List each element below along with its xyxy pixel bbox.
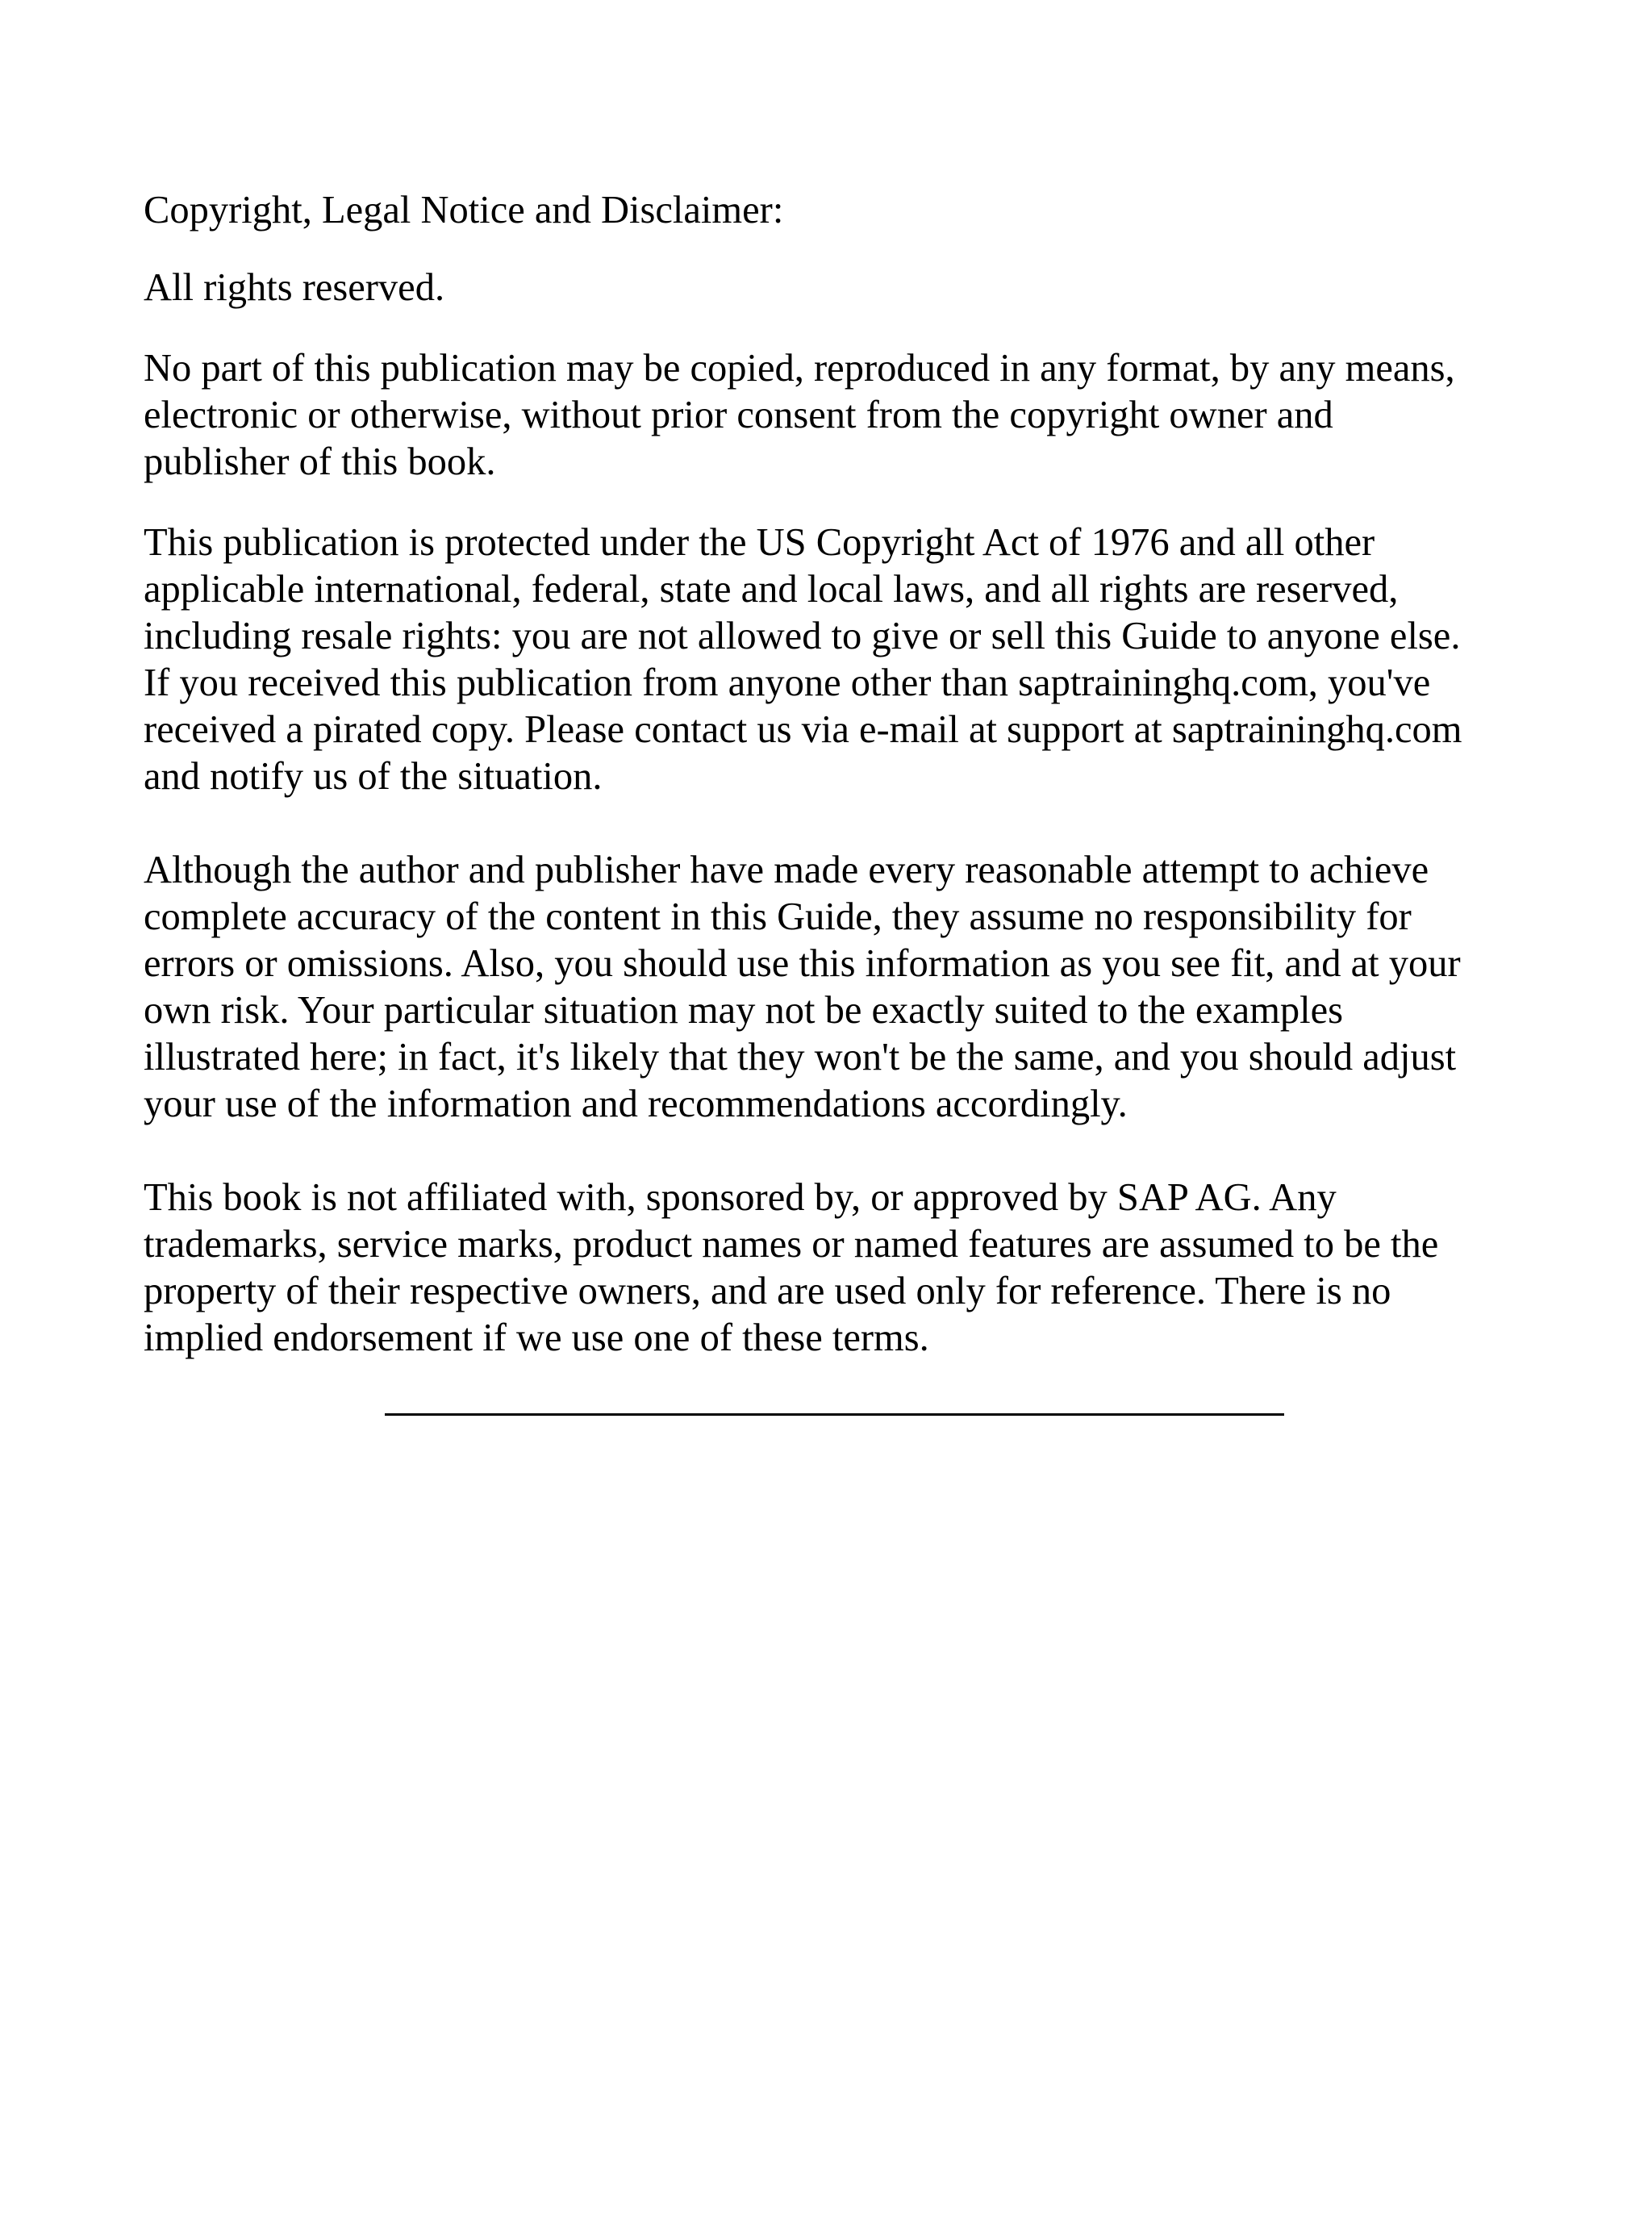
trademark-disclaimer-paragraph — [144, 1175, 1531, 1362]
paragraph-line: applicable international, federal, state and local laws, and all rights are reserved, — [144, 568, 1399, 611]
accuracy-disclaimer-paragraph — [144, 847, 1531, 1128]
section-divider — [385, 1413, 1284, 1416]
paragraph-line: your use of the information and recommendations accordingly. — [144, 1083, 1128, 1125]
paragraph-line: This book is not affiliated with, sponsored by, or approved by SAP AG. Any — [144, 1176, 1337, 1219]
rights-statement: All rights reserved. — [144, 266, 445, 309]
paragraph-line: illustrated here; in fact, it's likely that they won't be the same, and you should adjust — [144, 1036, 1457, 1079]
paragraph-line: trademarks, service marks, product names or named features are assumed to be the — [144, 1223, 1439, 1266]
paragraph-line: electronic or otherwise, without prior consent from the copyright owner and — [144, 394, 1333, 436]
paragraph-line: complete accuracy of the content in this Guide, they assume no responsibility for — [144, 895, 1412, 938]
copyright-act-paragraph — [144, 519, 1531, 800]
paragraph-line: Although the author and publisher have made every reasonable attempt to achieve — [144, 849, 1429, 891]
copying-restriction-paragraph — [144, 345, 1531, 486]
paragraph-line: implied endorsement if we use one of these terms. — [144, 1316, 929, 1359]
paragraph-line: property of their respective owners, and are used only for reference. There is no — [144, 1270, 1391, 1312]
paragraph-line: No part of this publication may be copied, reproduced in any format, by any means, — [144, 347, 1455, 390]
paragraph-line: If you received this publication from anyone other than saptraininghq.com, you've — [144, 661, 1431, 704]
paragraph-line: received a pirated copy. Please contact us via e-mail at support at saptraininghq.com — [144, 708, 1462, 751]
document-page — [144, 187, 1531, 1362]
paragraph-line: including resale rights: you are not allowed to give or sell this Guide to anyone else. — [144, 615, 1461, 657]
paragraph-line: publisher of this book. — [144, 440, 496, 483]
paragraph-line: This publication is protected under the US Copyright Act of 1976 and all other — [144, 521, 1375, 564]
page-title: Copyright, Legal Notice and Disclaimer: — [144, 189, 784, 232]
paragraph-line: own risk. Your particular situation may not be exactly suited to the examples — [144, 989, 1344, 1032]
paragraph-line: and notify us of the situation. — [144, 755, 603, 798]
paragraph-line: errors or omissions. Also, you should use this information as you see fit, and at your — [144, 942, 1461, 985]
